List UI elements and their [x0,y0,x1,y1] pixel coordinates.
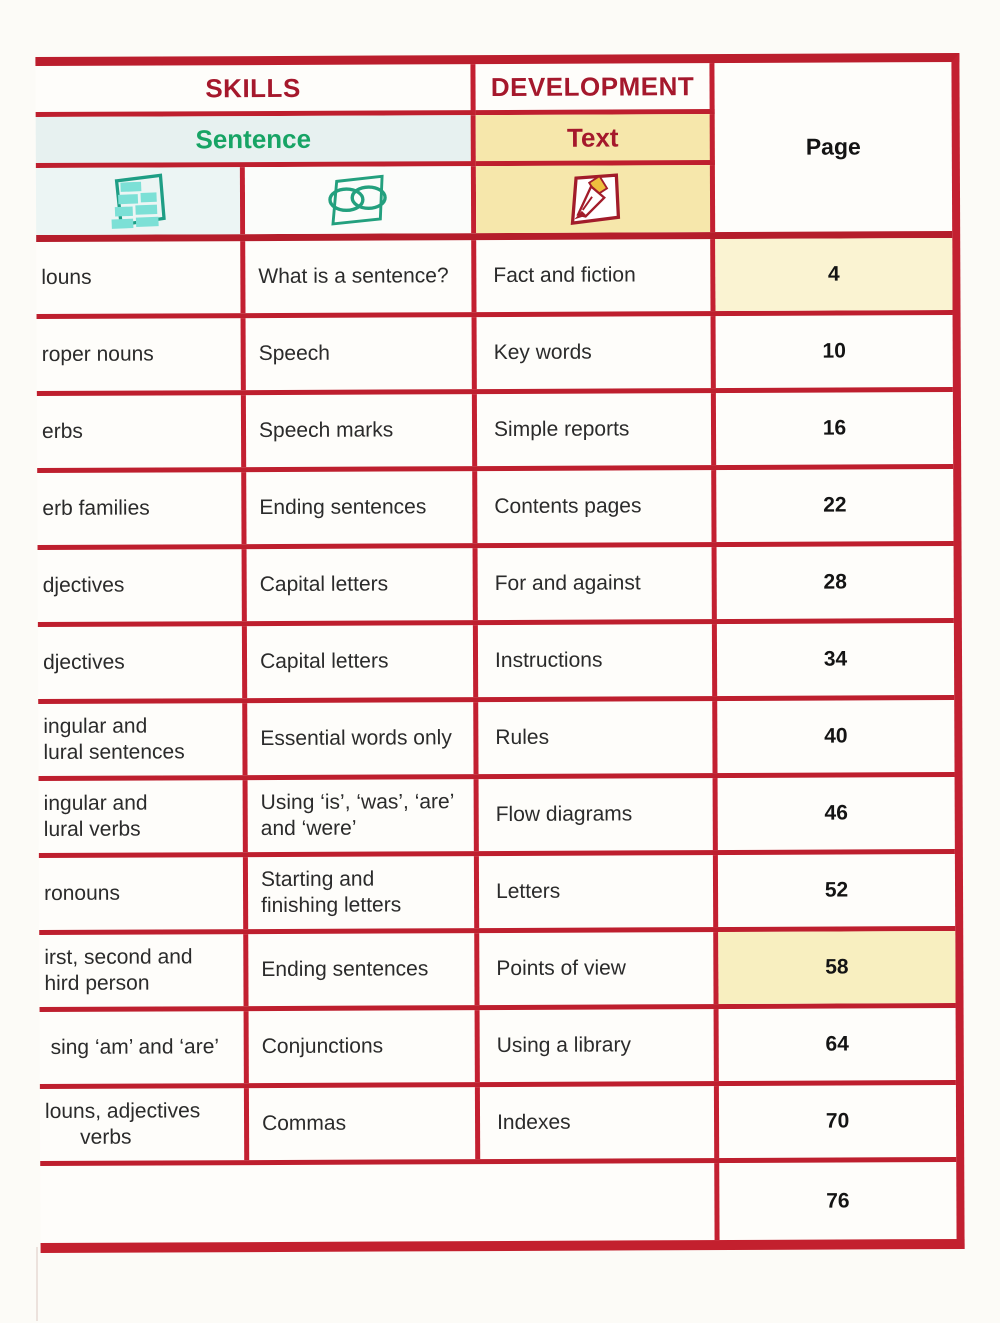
sentence-skill-2: Speech marks [246,394,477,467]
table-row [36,238,952,319]
table-row [38,623,954,704]
scan-fold-artifact [36,1247,38,1321]
sentence-skill-2: What is a sentence? [245,240,476,313]
page-number: 40 [824,724,848,748]
chain-links-icon [320,171,396,229]
text-skill: Fact and fiction [476,239,715,312]
pen-nib-icon [563,169,623,229]
sentence-skill-2: Using ‘is’, ‘was’, ‘are’ and ‘were’ [248,779,479,852]
text-skill: Using a library [480,1009,719,1082]
sentence-skill-1: irst, second and hird person [39,934,248,1007]
text-skill: Key words [477,316,716,389]
text-skill: Simple reports [477,393,716,466]
brick-wall-icon [107,171,169,231]
text-skill: Flow diagrams [479,778,718,851]
page-number: 64 [825,1032,849,1056]
footer-empty-cell [40,1163,719,1243]
sentence-skill-1: louns, adjectives verbs [40,1088,249,1161]
text-skill: Indexes [480,1086,719,1159]
page-number: 52 [824,878,849,902]
page-number: 46 [824,801,848,825]
page-number: 10 [822,339,846,363]
text-writing-icon-cell [476,165,715,233]
page-number: 16 [822,416,847,440]
development-heading: DEVELOPMENT [490,70,695,102]
page-number: 22 [823,493,847,517]
sentence-skill-2: Commas [249,1087,480,1160]
table-row [39,777,955,858]
sentence-skill-1: ronouns [39,857,248,930]
table-row [38,546,954,627]
sentence-skill-2: Starting and finishing letters [248,856,479,929]
skills-header-cell [35,64,475,117]
sentence-skill-1: erb families [37,472,246,545]
sentence-skill-1: erbs [37,395,246,468]
page-header-cell [714,62,952,232]
table-row [37,392,953,473]
text-heading: Text [566,121,619,153]
table-row [38,700,954,781]
page-number: 58 [718,931,955,1004]
sentence-header-cell [36,115,476,168]
sentence-skill-1: louns [36,241,245,314]
sentence-skill-2: Speech [246,317,477,390]
sentence-heading: Sentence [195,123,312,154]
table-row [39,931,955,1012]
page-number: 4 [715,238,952,311]
contents-table [35,53,964,1253]
sentence-skill-1: djectives [38,626,247,699]
sentence-skill-2: Conjunctions [249,1010,480,1083]
page-number: 70 [825,1109,850,1133]
text-skill: Rules [478,701,717,774]
sentence-skill-1: ingular and lural sentences [38,703,247,776]
page-number: 34 [823,647,848,671]
sentence-skill-2: Capital letters [247,548,478,621]
table-row [37,315,953,396]
sentence-skill-2: Ending sentences [248,933,479,1006]
sentence-skill-1: ingular and lural verbs [39,780,248,853]
sentence-skill-1: sing ‘am’ and ‘are’ [40,1011,249,1084]
sentence-skill-2: Essential words only [247,702,478,775]
table-row [40,1008,956,1089]
sentence-links-icon-cell [245,166,476,234]
table-row [40,1085,956,1166]
text-skill: For and against [478,547,717,620]
text-skill: Instructions [478,624,717,697]
table-row [39,854,955,935]
sentence-structure-icon-cell [36,167,245,235]
sentence-skill-2: Capital letters [247,625,478,698]
sentence-skill-1: djectives [38,549,247,622]
page-number: 28 [823,570,847,594]
text-header-cell [476,114,715,166]
page-number: 76 [826,1188,850,1213]
table-footer-row [40,1162,956,1243]
text-skill: Letters [479,855,718,928]
skills-heading: SKILLS [205,72,301,103]
text-skill: Contents pages [477,470,716,543]
sentence-skill-1: roper nouns [37,318,246,391]
text-skill: Points of view [479,932,718,1005]
table-header [35,62,952,242]
page-heading: Page [805,133,861,160]
development-header-cell [475,63,714,115]
table-row [37,469,953,550]
sentence-skill-2: Ending sentences [246,471,477,544]
